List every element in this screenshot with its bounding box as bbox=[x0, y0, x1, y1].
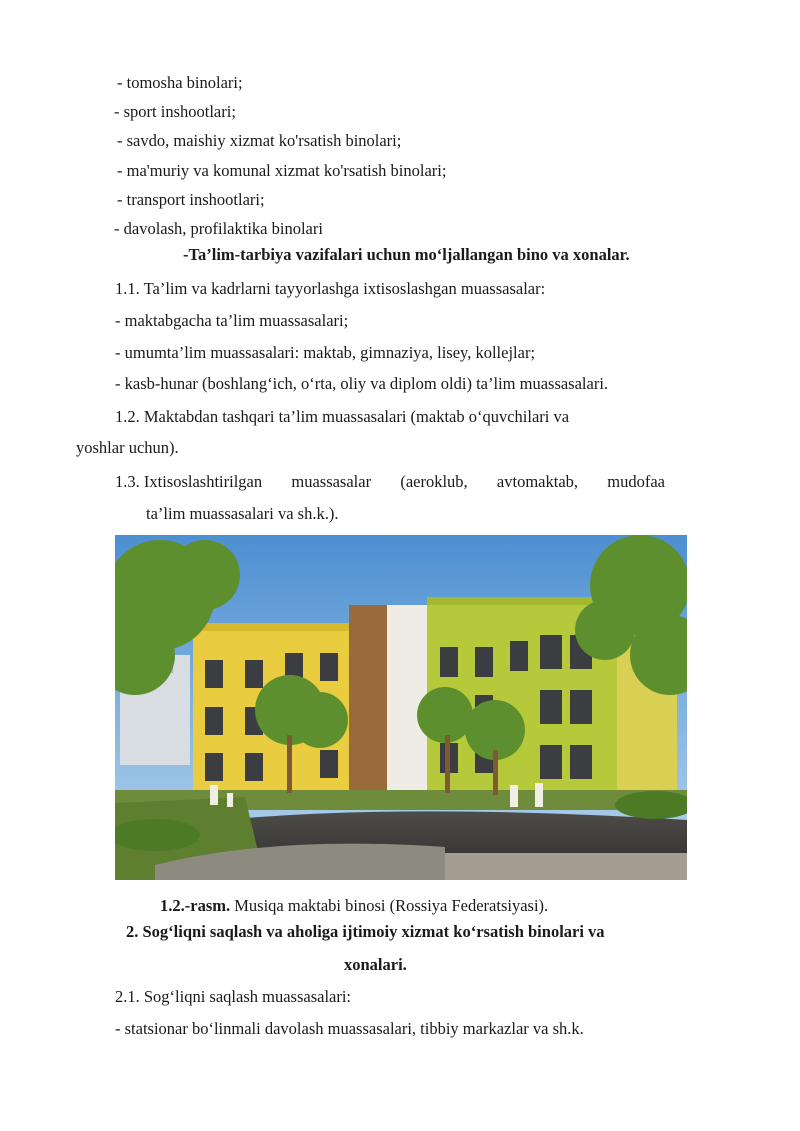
list-item-tomosha: - tomosha binolari; bbox=[117, 73, 243, 92]
figure-caption-label: 1.2.-rasm. bbox=[160, 896, 231, 915]
list-item-umumtalim: - umumta’lim muassasalari: maktab, gimnaziya, lisey, kollejlar; bbox=[115, 343, 536, 362]
list-item-savdo: - savdo, maishiy xizmat ko'rsatish binolari; bbox=[117, 131, 402, 150]
figure-caption-text: Musiqa maktabi binosi (Rossiya Federatsiyasi). bbox=[230, 896, 549, 915]
section-heading-sogliq-line2: xonalari. bbox=[344, 955, 407, 974]
list-item-mamuriy: - ma'muriy va komunal xizmat ko'rsatish binolari; bbox=[117, 161, 447, 180]
list-item-transport: - transport inshootlari; bbox=[117, 190, 265, 209]
item-1-2-line2: yoshlar uchun). bbox=[76, 438, 179, 457]
item-1-3-word: muassasalar bbox=[291, 472, 372, 491]
item-1-3-word: 1.3. Ixtisoslashtirilgan bbox=[115, 472, 263, 491]
item-1-3-line2: ta’lim muassasalari va sh.k.). bbox=[146, 504, 339, 523]
item-1-3-word: avtomaktab, bbox=[496, 472, 579, 491]
section-heading-sogliq-line1: 2. Sog‘liqni saqlash va aholiga ijtimoiy xizmat ko‘rsatish binolari va bbox=[126, 922, 605, 941]
item-1-3-line1 bbox=[115, 472, 665, 492]
building-photo bbox=[115, 535, 687, 880]
item-1-3-word: mudofaa bbox=[607, 472, 665, 491]
item-1-3-word: (aeroklub, bbox=[400, 472, 468, 491]
section-heading-talim: -Ta’lim-tarbiya vazifalari uchun mo‘ljallangan bino va xonalar. bbox=[183, 245, 630, 264]
list-item-maktabgacha: - maktabgacha ta’lim muassasalari; bbox=[115, 311, 349, 330]
list-item-sport: - sport inshootlari; bbox=[114, 102, 236, 121]
item-1-2-line1: 1.2. Maktabdan tashqari ta’lim muassasalari (maktab o‘quvchilari va bbox=[115, 407, 570, 426]
list-item-statsionar: - statsionar bo‘linmali davolash muassasalari, tibbiy markazlar va sh.k. bbox=[115, 1019, 584, 1038]
item-1-1: 1.1. Ta’lim va kadrlarni tayyorlashga ixtisoslashgan muassasalar: bbox=[115, 279, 546, 298]
list-item-davolash: - davolash, profilaktika binolari bbox=[114, 219, 323, 238]
list-item-kasb-hunar: - kasb-hunar (boshlang‘ich, o‘rta, oliy va diplom oldi) ta’lim muassasalari. bbox=[115, 374, 609, 393]
figure-caption bbox=[160, 896, 548, 916]
item-2-1: 2.1. Sog‘liqni saqlash muassasalari: bbox=[115, 987, 352, 1006]
